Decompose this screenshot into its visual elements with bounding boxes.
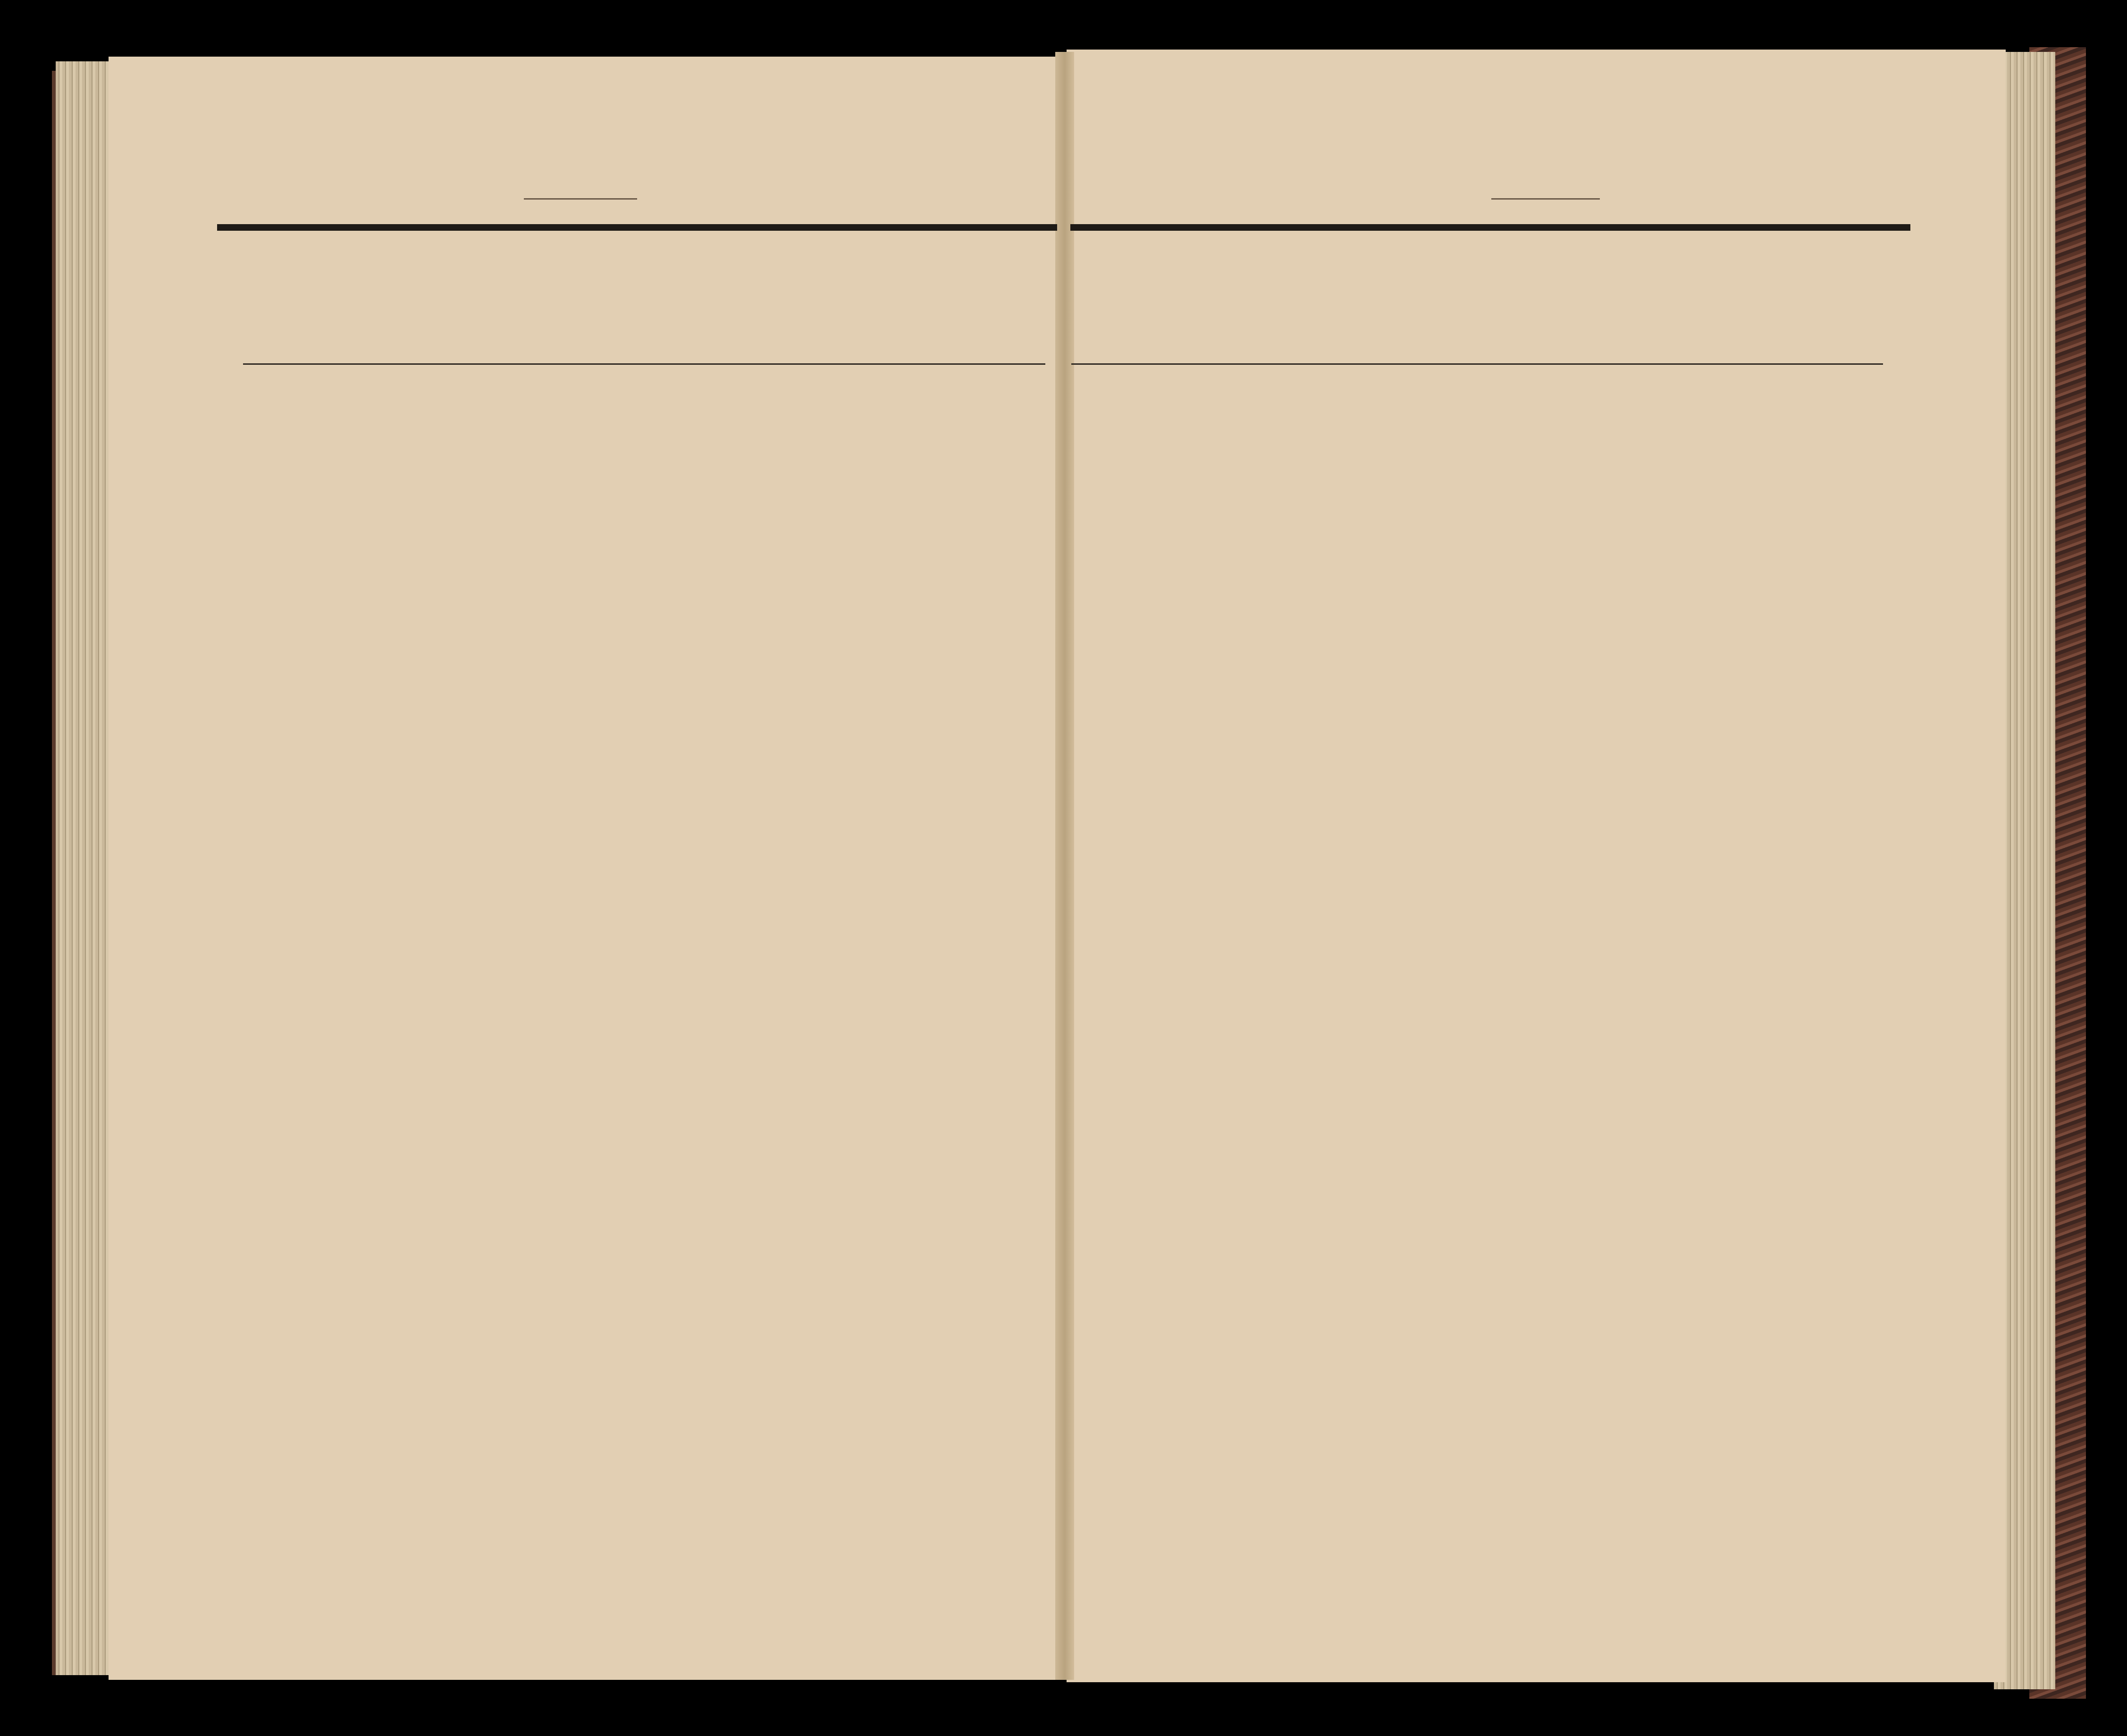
page-number-rule-right <box>1491 198 1600 200</box>
header-rule-right <box>1071 363 1883 365</box>
table-top-rule-left <box>217 224 1057 231</box>
left-page <box>109 57 1062 1680</box>
table-top-rule-right <box>1070 224 1910 231</box>
header-rule-left <box>243 363 1045 365</box>
header-disease <box>859 264 892 359</box>
page-number-rule-left <box>524 198 637 200</box>
book-gutter <box>1055 52 1074 1680</box>
right-page <box>1067 50 2006 1682</box>
